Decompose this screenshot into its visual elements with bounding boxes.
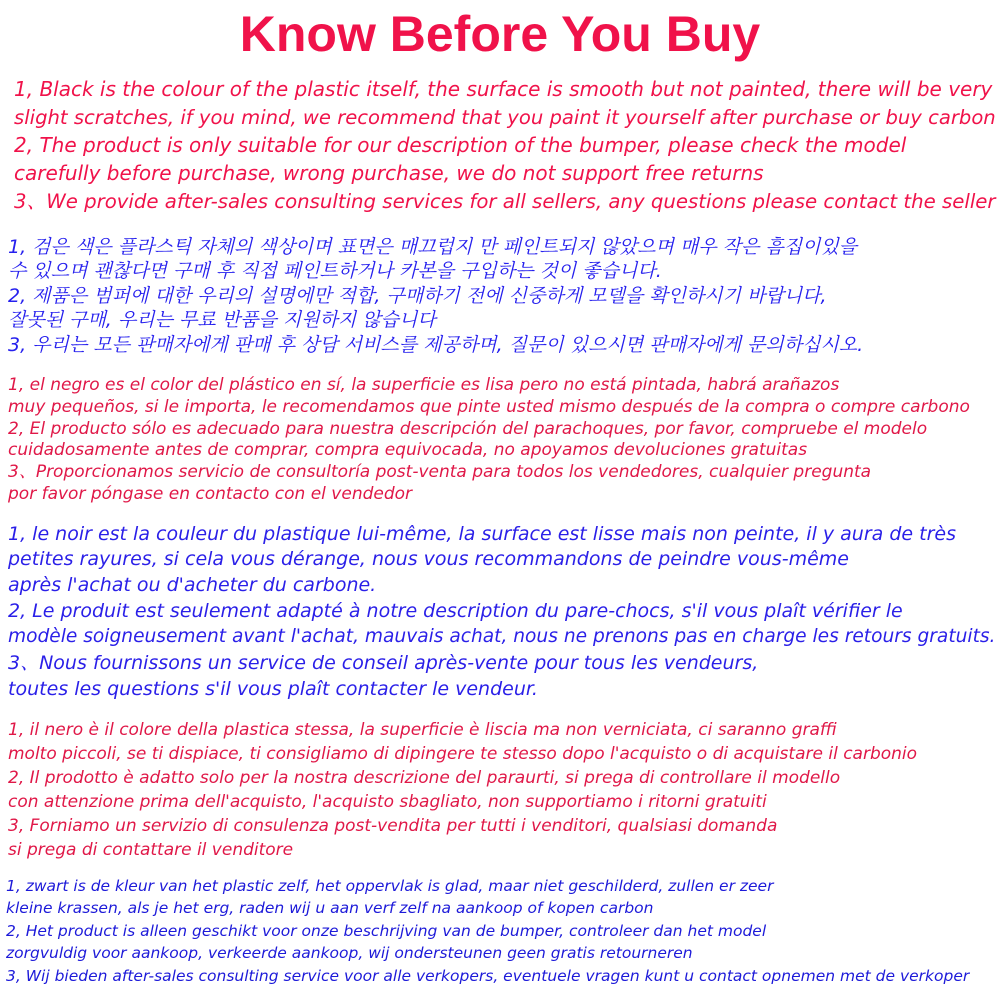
italian-line: 1, il nero è il colore della plastica stessa, la superficie è liscia ma non verniciata, ci saranno graffi [8, 720, 837, 740]
spanish-line: 2, El producto sólo es adecuado para nuestra descripción del parachoques, por favor, compruebe el modelo [8, 419, 928, 439]
spanish-line: muy pequeños, si le importa, le recomendamos que pinte usted mismo después de la compra o compre carbono [8, 397, 970, 417]
spanish-line: 3、Proporcionamos servicio de consultoría post-venta para todos los vendedores, cualquier pregunta [8, 462, 872, 482]
dutch-line: 2, Het product is alleen geschikt voor onze beschrijving van de bumper, controleer dan het model [6, 922, 767, 940]
english-line: 3、We provide after-sales consulting services for all sellers, any questions please contact the seller [14, 190, 996, 213]
english-line: slight scratches, if you mind, we recommend that you paint it yourself after purchase or buy carbon [14, 106, 996, 129]
page-title: Know Before You Buy [239, 6, 761, 62]
italian-line: con attenzione prima dell'acquisto, l'acquisto sbagliato, non supportiamo i ritorni gratuiti [8, 792, 767, 812]
italian-line: si prega di contattare il venditore [8, 840, 294, 860]
korean-line: 1, 검은 색은 플라스틱 자체의 색상이며 표면은 매끄럽지 만 페인트되지 않았으며 매우 작은 흠집이있을 [8, 236, 858, 258]
italian-line: 3, Forniamo un servizio di consulenza post-vendita per tutti i venditori, qualsiasi domanda [8, 816, 778, 836]
english-line: 2, The product is only suitable for our description of the bumper, please check the model [14, 133, 907, 157]
french-line: 3、Nous fournissons un service de conseil après-vente pour tous les vendeurs, [8, 652, 759, 674]
dutch-line: 3, Wij bieden after-sales consulting service voor alle verkopers, eventuele vragen kunt u contact opnemen met de verkoper [6, 967, 970, 985]
spanish-line: cuidadosamente antes de comprar, compra equivocada, no apoyamos devoluciones gratuitas [8, 440, 808, 460]
dutch-line: kleine krassen, als je het erg, raden wij u aan verf zelf na aankoop of kopen carbon [6, 899, 654, 917]
korean-line: 3, 우리는 모든 판매자에게 판매 후 상담 서비스를 제공하며, 질문이 있으시면 판매자에게 문의하십시오. [8, 334, 864, 356]
dutch-line: zorgvuldig voor aankoop, verkeerde aankoop, wij ondersteunen geen gratis retourneren [6, 944, 693, 962]
dutch-line: 1, zwart is de kleur van het plastic zelf, het oppervlak is glad, maar niet geschilderd, zullen er zeer [6, 877, 774, 895]
italian-line: 2, Il prodotto è adatto solo per la nostra descrizione del paraurti, si prega di controllare il modello [8, 768, 841, 788]
french-line: après l'achat ou d'acheter du carbone. [8, 574, 377, 596]
english-line: carefully before purchase, wrong purchase, we do not support free returns [14, 161, 764, 185]
spanish-line: por favor póngase en contacto con el vendedor [8, 484, 413, 504]
spanish-line: 1, el negro es el color del plástico en sí, la superficie es lisa pero no está pintada, habrá arañazos [8, 375, 840, 395]
french-line: modèle soigneusement avant l'achat, mauvais achat, nous ne prenons pas en charge les retours gratuits. [8, 626, 996, 647]
french-line: toutes les questions s'il vous plaît contacter le vendeur. [8, 678, 538, 700]
korean-line: 수 있으며 괜찮다면 구매 후 직접 페인트하거나 카본을 구입하는 것이 좋습니다. [8, 260, 662, 282]
italian-line: molto piccoli, se ti dispiace, ti consigliamo di dipingere te stesso dopo l'acquisto o di acquistare il carbonio [8, 744, 918, 764]
french-line: petites rayures, si cela vous dérange, nous vous recommandons de peindre vous-même [8, 548, 849, 570]
korean-line: 잘못된 구매, 우리는 무료 반품을 지원하지 않습니다 [8, 309, 436, 331]
english-line: 1, Black is the colour of the plastic itself, the surface is smooth but not painted, there will be very [14, 77, 993, 101]
korean-line: 2, 제품은 범퍼에 대한 우리의 설명에만 적합, 구매하기 전에 신중하게 모델을 확인하시기 바랍니다, [8, 285, 827, 307]
french-line: 1, le noir est la couleur du plastique lui-même, la surface est lisse mais non peinte, il y aura de très [8, 523, 956, 545]
french-line: 2, Le produit est seulement adapté à notre description du pare-chocs, s'il vous plaît vérifier le [8, 600, 903, 622]
